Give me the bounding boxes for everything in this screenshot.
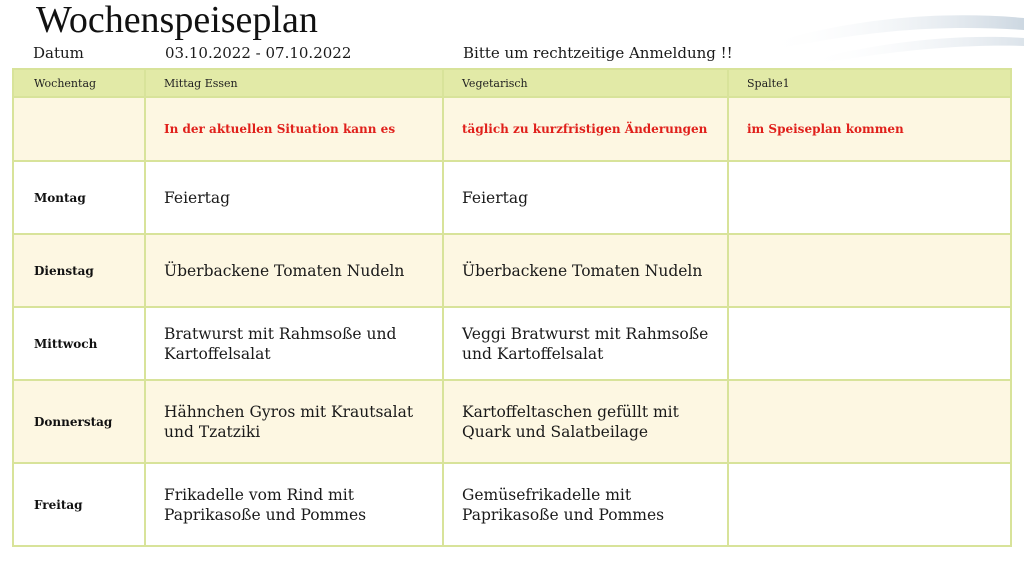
vegetarian-cell: Gemüsefrikadelle mit Paprikasoße und Pommes xyxy=(443,463,728,546)
vegetarian-cell: Feiertag xyxy=(443,161,728,234)
lunch-cell: Überbackene Tomaten Nudeln xyxy=(145,234,443,307)
table-row xyxy=(13,380,1011,463)
header-weekday: Wochentag xyxy=(13,69,145,97)
header-lunch: Mittag Essen xyxy=(145,69,443,97)
date-range: 03.10.2022 - 07.10.2022 xyxy=(165,44,352,62)
registration-note: Bitte um rechtzeitige Anmeldung !! xyxy=(463,44,733,62)
vegetarian-cell: Veggi Bratwurst mit Rahmsoße und Kartoffelsalat xyxy=(443,307,728,380)
table-row xyxy=(13,463,1011,546)
lunch-cell: Hähnchen Gyros mit Krautsalat und Tzatziki xyxy=(145,380,443,463)
header-vegetarian: Vegetarisch xyxy=(443,69,728,97)
notice-cell xyxy=(13,97,145,161)
weekday-cell: Freitag xyxy=(13,463,145,546)
lunch-cell: Feiertag xyxy=(145,161,443,234)
header-column1: Spalte1 xyxy=(728,69,1011,97)
column1-cell xyxy=(728,380,1011,463)
notice-cell: im Speiseplan kommen xyxy=(728,97,1011,161)
weekday-cell: Donnerstag xyxy=(13,380,145,463)
notice-cell: In der aktuellen Situation kann es xyxy=(145,97,443,161)
meal-plan-table xyxy=(12,68,1012,547)
decorative-swoosh xyxy=(764,0,1024,70)
vegetarian-cell: Überbackene Tomaten Nudeln xyxy=(443,234,728,307)
weekday-cell: Mittwoch xyxy=(13,307,145,380)
page-title: Wochenspeiseplan xyxy=(36,0,318,41)
table-row xyxy=(13,161,1011,234)
notice-cell: täglich zu kurzfristigen Änderungen xyxy=(443,97,728,161)
column1-cell xyxy=(728,307,1011,380)
table-row xyxy=(13,234,1011,307)
lunch-cell: Bratwurst mit Rahmsoße und Kartoffelsalat xyxy=(145,307,443,380)
table-row xyxy=(13,307,1011,380)
column1-cell xyxy=(728,234,1011,307)
column1-cell xyxy=(728,161,1011,234)
notice-row xyxy=(13,97,1011,161)
table-header-row xyxy=(13,69,1011,97)
column1-cell xyxy=(728,463,1011,546)
lunch-cell: Frikadelle vom Rind mit Paprikasoße und Pommes xyxy=(145,463,443,546)
date-label: Datum xyxy=(33,44,84,62)
vegetarian-cell: Kartoffeltaschen gefüllt mit Quark und Salatbeilage xyxy=(443,380,728,463)
weekday-cell: Montag xyxy=(13,161,145,234)
weekday-cell: Dienstag xyxy=(13,234,145,307)
